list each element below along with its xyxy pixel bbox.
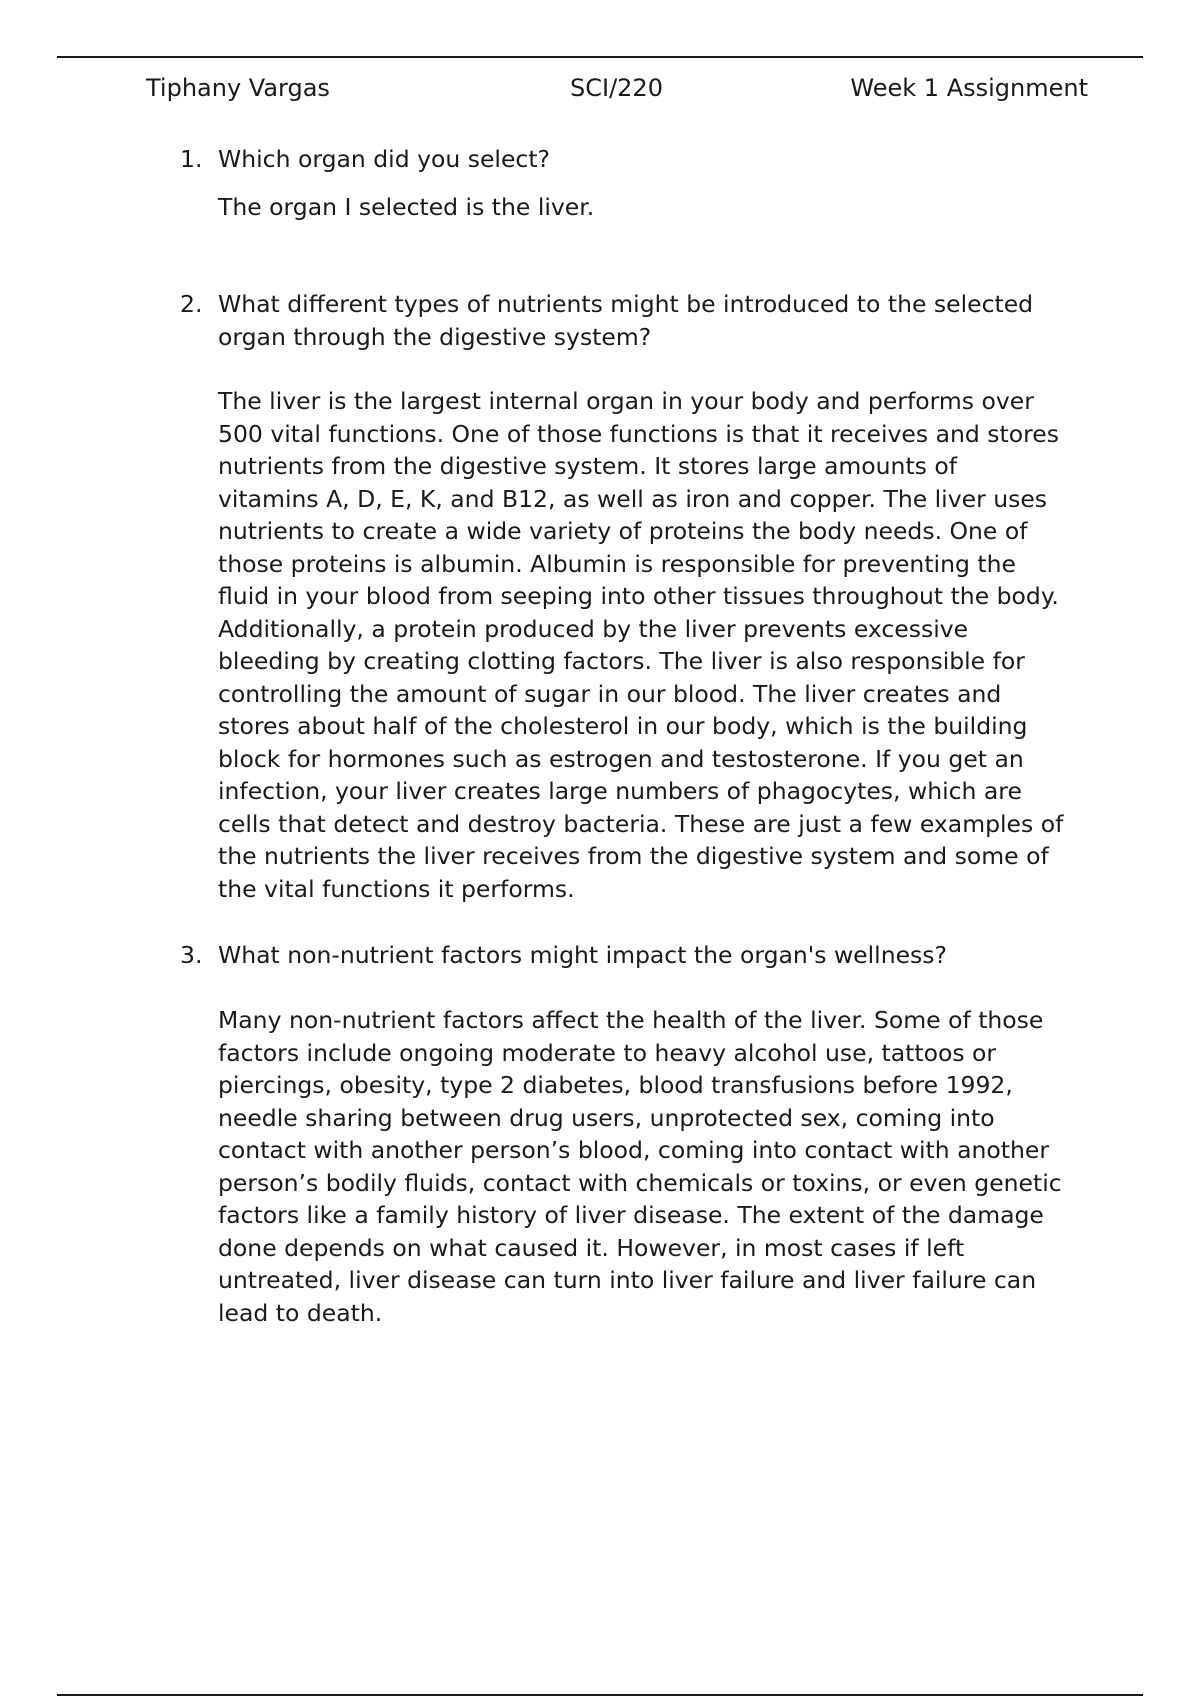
question-line: What different types of nutrients might be introduced to the selected: [218, 290, 1034, 318]
question-number: 3.: [180, 941, 203, 969]
question-number: 2.: [180, 290, 203, 318]
answer-line: the nutrients the liver receives from the digestive system and some of: [218, 842, 1049, 870]
answer-line: the vital functions it performs.: [218, 874, 575, 903]
answer-text: The organ I selected is the liver.: [218, 193, 595, 221]
answer-line: piercings, obesity, type 2 diabetes, blood transfusions before 1992,: [218, 1071, 1013, 1099]
answer-line: lead to death.: [218, 1298, 383, 1327]
answer-line: block for hormones such as estrogen and testosterone. If you get an: [218, 744, 1024, 773]
answer-line: bleeding by creating clotting factors. The liver is also responsible for: [218, 647, 1025, 675]
answer-line: Many non-nutrient factors affect the health of the liver. Some of those: [218, 1006, 1044, 1034]
answer-line: The liver is the largest internal organ in your body and performs over: [218, 387, 1034, 415]
question-number: 1.: [180, 145, 203, 173]
answer-line: nutrients to create a wide variety of proteins the body needs. One of: [218, 517, 1028, 545]
answer-line: untreated, liver disease can turn into liver failure and liver failure can: [218, 1266, 1037, 1294]
header-rule: [57, 56, 1143, 58]
footer-rule: [57, 1694, 1143, 1696]
course-code: SCI/220: [570, 74, 663, 102]
answer-line: done depends on what caused it. However, in most cases if left: [218, 1233, 965, 1262]
answer-line: stores about half of the cholesterol in our body, which is the building: [218, 712, 1028, 740]
answer-line: controlling the amount of sugar in our blood. The liver creates and: [218, 679, 1002, 708]
answer-line: Additionally, a protein produced by the liver prevents excessive: [218, 614, 969, 643]
answer-line: cells that detect and destroy bacteria. These are just a few examples of: [218, 809, 1064, 838]
answer-line: factors like a family history of liver disease. The extent of the damage: [218, 1201, 1044, 1229]
answer-line: needle sharing between drug users, unprotected sex, coming into: [218, 1103, 995, 1132]
question-line: organ through the digestive system?: [218, 322, 652, 351]
answer-line: factors include ongoing moderate to heavy alcohol use, tattoos or: [218, 1038, 997, 1067]
question-text: What non-nutrient factors might impact the organ's wellness?: [218, 941, 948, 969]
answer-line: infection, your liver creates large numbers of phagocytes, which are: [218, 777, 1022, 805]
page-header: [146, 72, 1088, 104]
answer-line: vitamins A, D, E, K, and B12, as well as iron and copper. The liver uses: [218, 484, 1048, 513]
answer-line: nutrients from the digestive system. It stores large amounts of: [218, 452, 958, 480]
answer-text: [218, 385, 1118, 905]
question-text: [218, 288, 1118, 353]
answer-line: person’s bodily fluids, contact with chemicals or toxins, or even genetic: [218, 1168, 1062, 1197]
answer-line: fluid in your blood from seeping into other tissues throughout the body.: [218, 582, 1059, 610]
question-text: Which organ did you select?: [218, 145, 551, 173]
answer-line: contact with another person’s blood, coming into contact with another: [218, 1136, 1050, 1164]
assignment-title: Week 1 Assignment: [850, 74, 1088, 102]
author-name: Tiphany Vargas: [146, 74, 330, 102]
answer-text: [218, 1004, 1118, 1329]
answer-line: 500 vital functions. One of those functions is that it receives and stores: [218, 419, 1059, 448]
answer-line: those proteins is albumin. Albumin is responsible for preventing the: [218, 549, 1016, 578]
